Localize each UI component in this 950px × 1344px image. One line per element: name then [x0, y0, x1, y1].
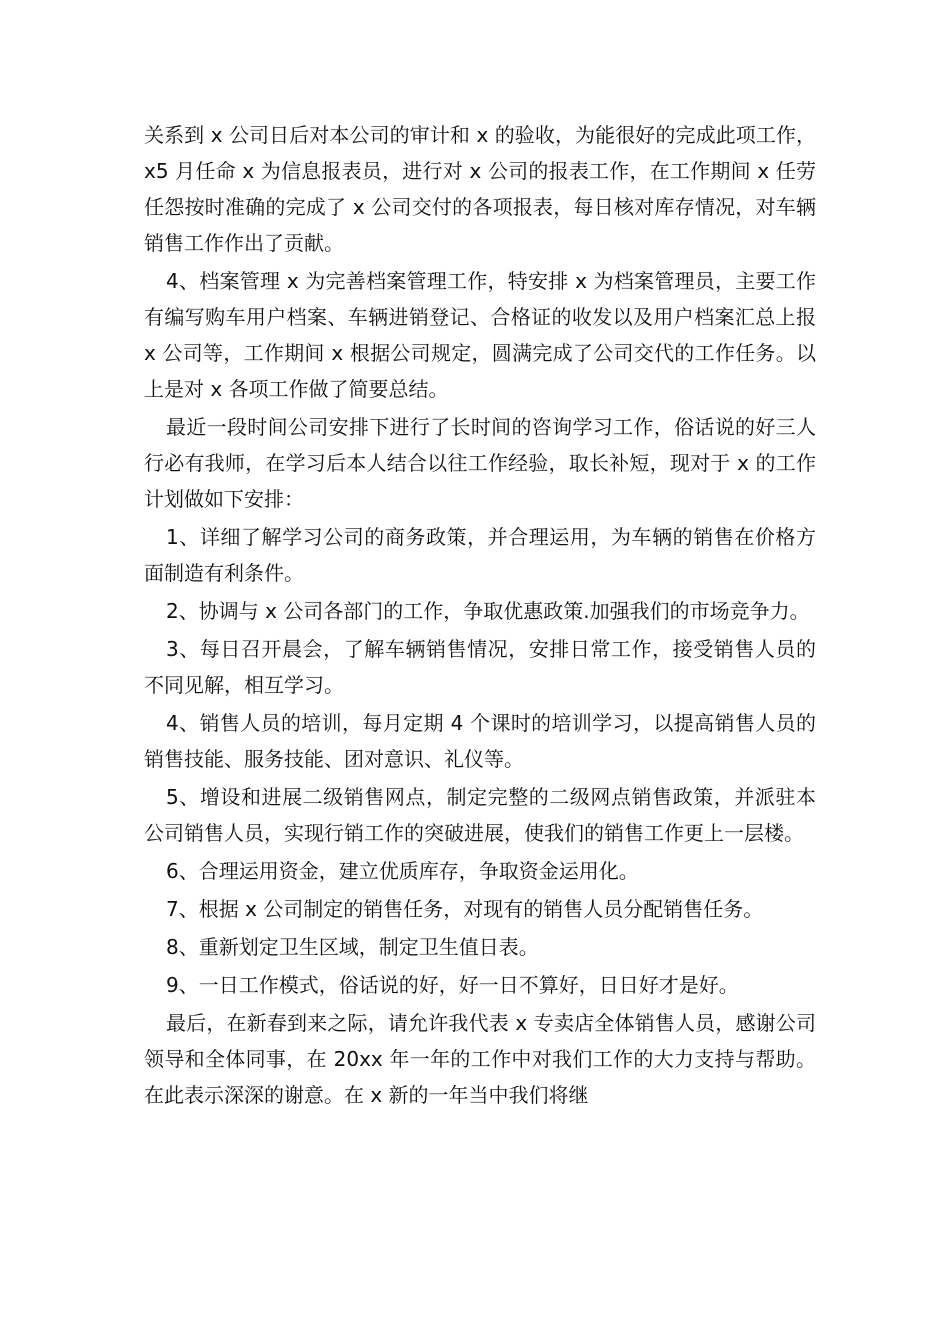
list-item: 3、每日召开晨会，了解车辆销售情况，安排日常工作，接受销售人员的不同见解，相互学习。: [144, 637, 816, 697]
list-item: 5、增设和进展二级销售网点，制定完整的二级网点销售政策，并派驻本公司销售人员，实现行销工作的突破进展，使我们的销售工作更上一层楼。: [144, 785, 816, 845]
paragraph: 关系到 x 公司日后对本公司的审计和 x 的验收，为能很好的完成此项工作，x5 月任命 x 为信息报表员，进行对 x 公司的报表工作，在工作期间 x 任劳任怨按时准确的完成了 x 公司交付的各项报表，每日核对库存情况，对车辆销售工作作出了贡献。: [144, 123, 816, 255]
list-item: 8、重新划定卫生区域，制定卫生值日表。: [166, 935, 539, 959]
list-item: 6、合理运用资金，建立优质库存，争取资金运用化。: [166, 859, 639, 883]
paragraph: 最近一段时间公司安排下进行了长时间的咨询学习工作，俗话说的好三人行必有我师，在学习后本人结合以往工作经验，取长补短，现对于 x 的工作计划做如下安排：: [144, 415, 816, 511]
list-item: 7、根据 x 公司制定的销售任务，对现有的销售人员分配销售任务。: [166, 897, 764, 921]
list-item: 2、协调与 x 公司各部门的工作，争取优惠政策.加强我们的市场竞争力。: [166, 599, 810, 623]
list-item: 9、一日工作模式，俗话说的好，好一日不算好，日日好才是好。: [166, 973, 739, 997]
paragraph: 4、档案管理 x 为完善档案管理工作，特安排 x 为档案管理员，主要工作有编写购车用户档案、车辆进销登记、合格证的收发以及用户档案汇总上报 x 公司等，工作期间 x 根据公司规定，圆满完成了公司交代的工作任务。以上是对 x 各项工作做了简要总结。: [144, 269, 816, 401]
paragraph: 最后，在新春到来之际，请允许我代表 x 专卖店全体销售人员，感谢公司领导和全体同事，在 20xx 年一年的工作中对我们工作的大力支持与帮助。在此表示深深的谢意。在 x 新的一年当中我们将继: [144, 1011, 816, 1107]
list-item: 1、详细了解学习公司的商务政策，并合理运用，为车辆的销售在价格方面制造有利条件。: [144, 525, 816, 585]
list-item: 4、销售人员的培训，每月定期 4 个课时的培训学习，以提高销售人员的销售技能、服务技能、团对意识、礼仪等。: [144, 711, 816, 771]
document-body: [144, 117, 816, 1115]
